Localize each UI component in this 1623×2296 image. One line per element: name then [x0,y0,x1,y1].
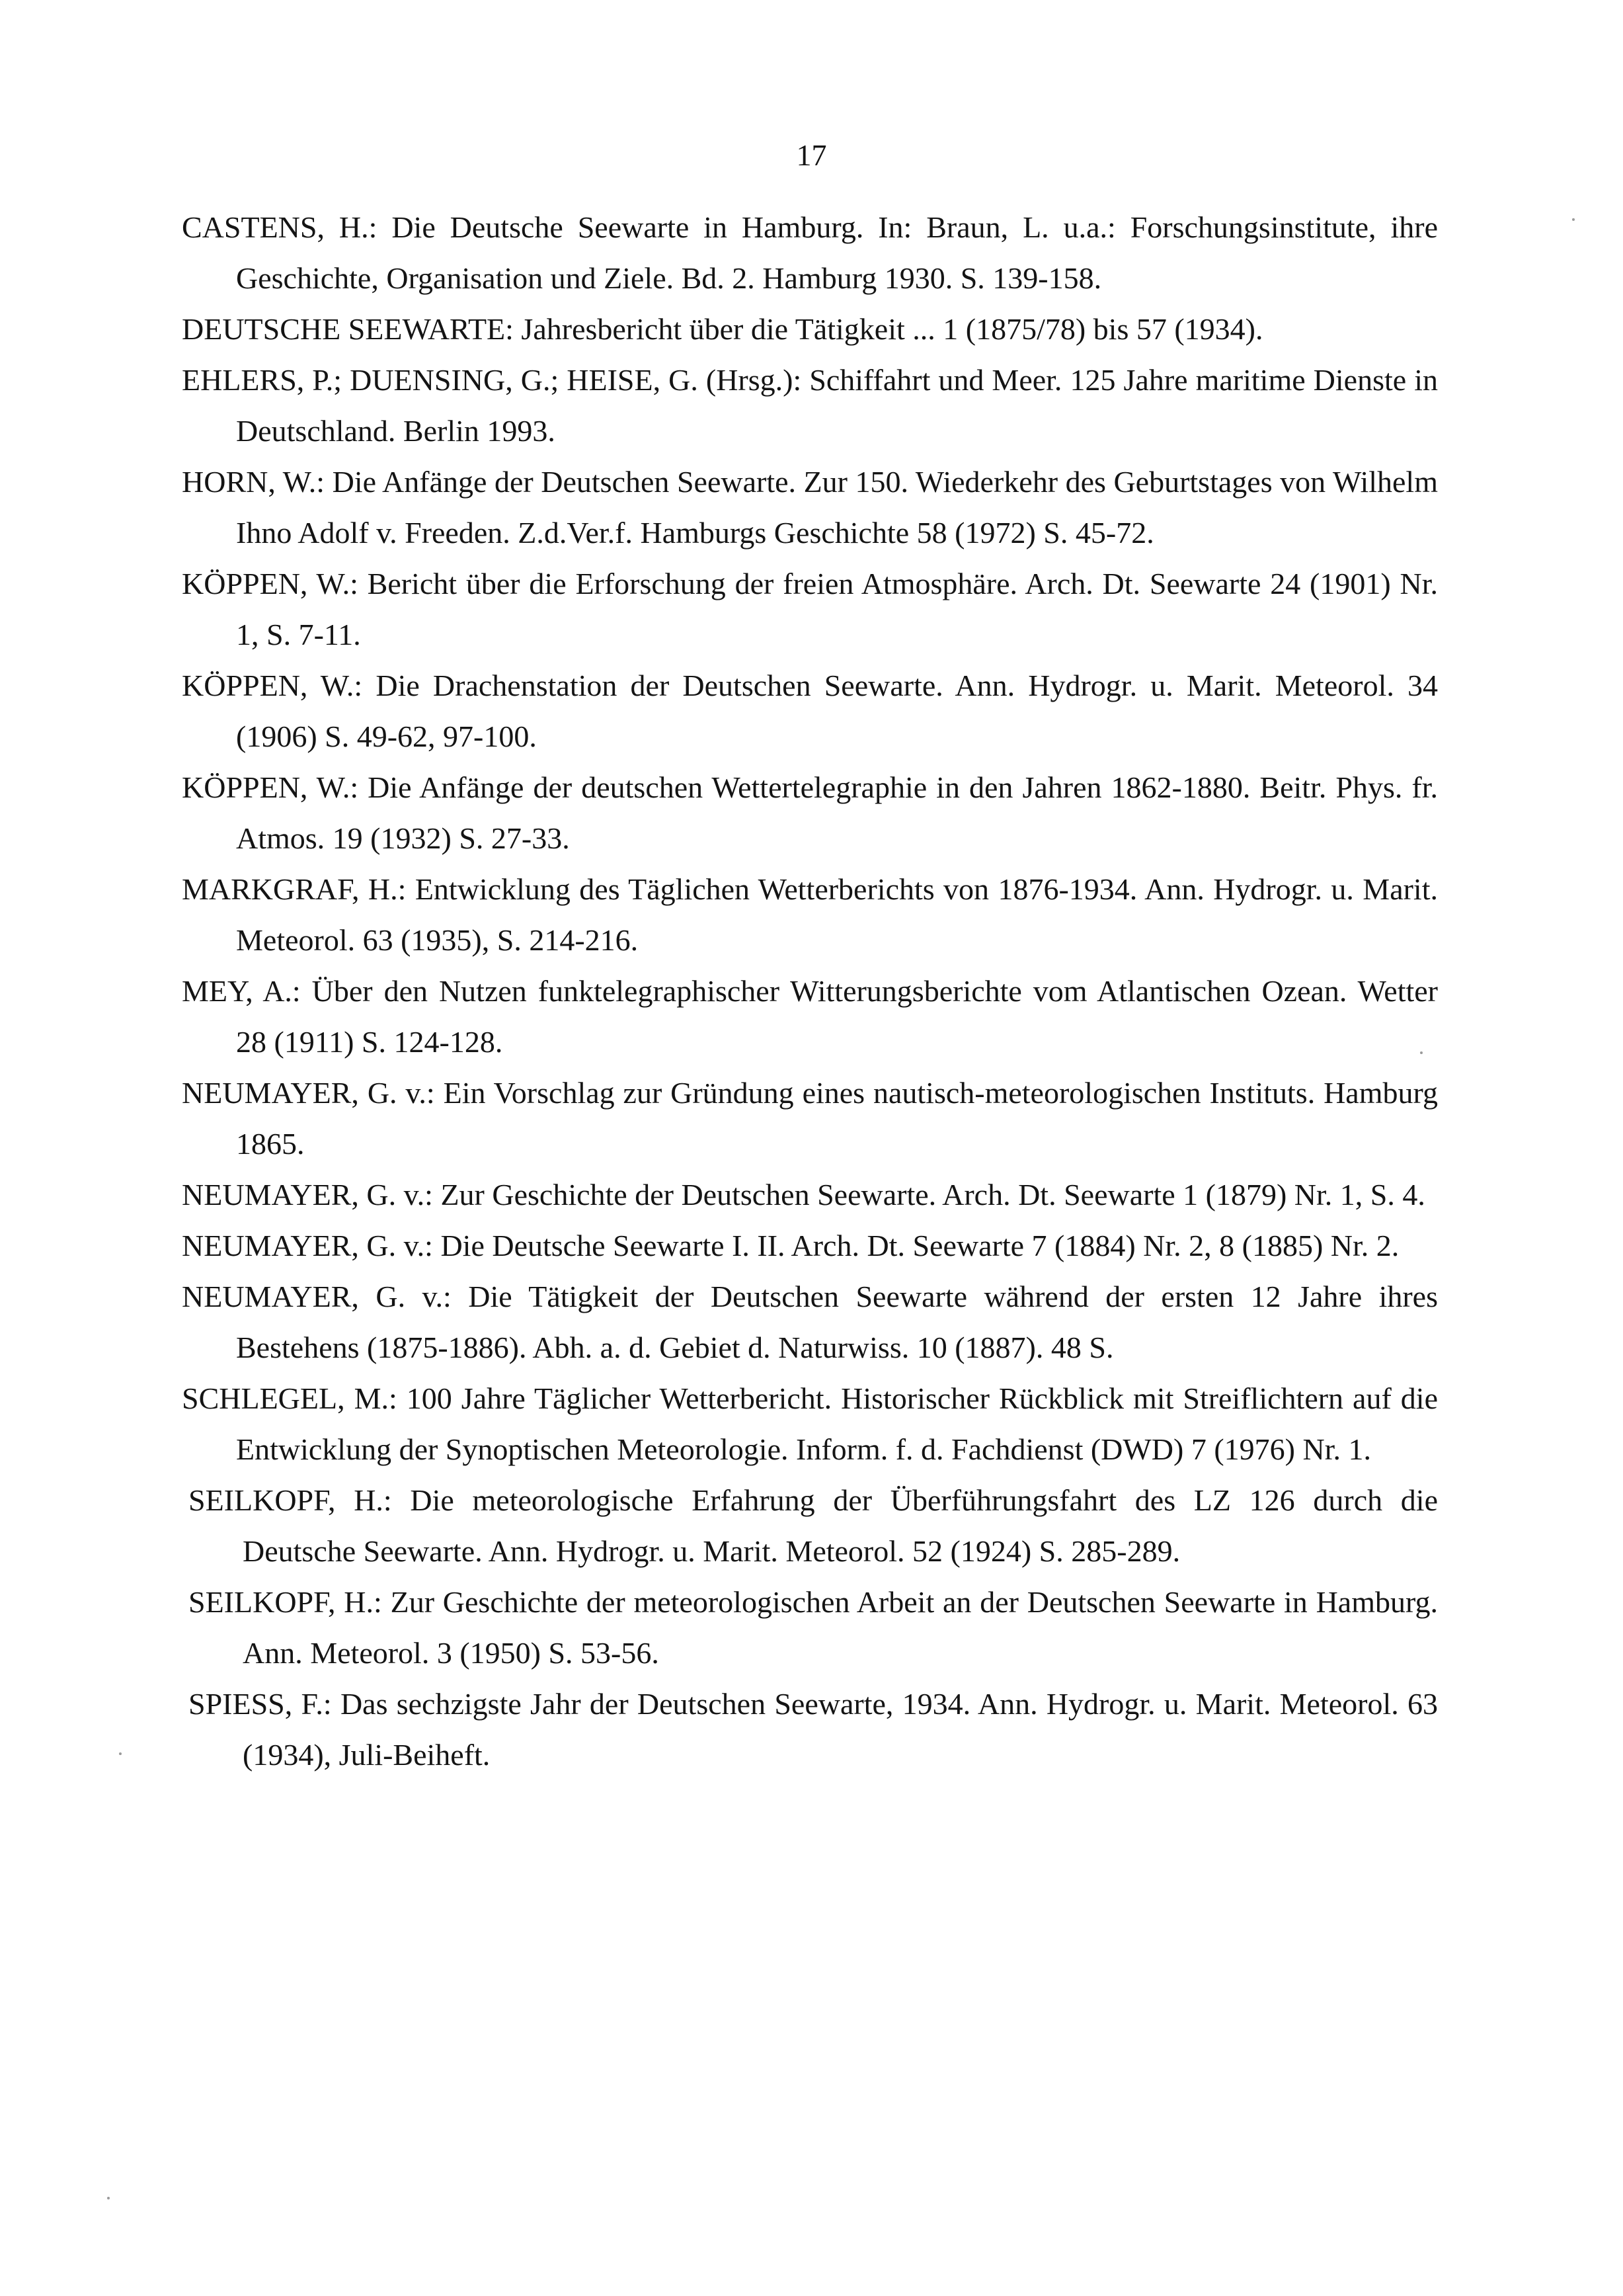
scan-speck [1420,1051,1423,1054]
reference-entry: NEUMAYER, G. v.: Zur Geschichte der Deutschen Seewarte. Arch. Dt. Seewarte 1 (1879) Nr. 1, S. 4. [182,1178,1425,1211]
reference-entry: KÖPPEN, W.: Bericht über die Erforschung der freien Atmosphäre. Arch. Dt. Seewarte 24 (1901) Nr. 1, S. 7-11. [182,567,1438,651]
reference-entry: DEUTSCHE SEEWARTE: Jahresbericht über die Tätigkeit ... 1 (1875/78) bis 57 (1934). [182,312,1263,346]
reference-entry: SEILKOPF, H.: Zur Geschichte der meteorologischen Arbeit an der Deutschen Seewarte in Hamburg. Ann. Meteorol. 3 (1950) S. 53-56. [188,1585,1438,1670]
reference-entry: KÖPPEN, W.: Die Anfänge der deutschen Wettertelegraphie in den Jahren 1862-1880. Beitr. Phys. fr. Atmos. 19 (1932) S. 27-33. [182,770,1438,855]
reference-entry: NEUMAYER, G. v.: Ein Vorschlag zur Gründung eines nautisch-meteorologischen Instituts. Hamburg 1865. [182,1076,1438,1161]
reference-entry: MEY, A.: Über den Nutzen funktelegraphischer Witterungsberichte vom Atlantischen Ozean. Wetter 28 (1911) S. 124-128. [182,974,1438,1059]
reference-entry: EHLERS, P.; DUENSING, G.; HEISE, G. (Hrsg.): Schiffahrt und Meer. 125 Jahre maritime Dienste in Deutschland. Berlin 1993. [182,363,1438,448]
reference-entry: NEUMAYER, G. v.: Die Tätigkeit der Deutschen Seewarte während der ersten 12 Jahre ihres Bestehens (1875-1886). Abh. a. d. Gebiet d. Naturwiss. 10 (1887). 48 S. [182,1280,1438,1364]
reference-entry: MARKGRAF, H.: Entwicklung des Täglichen Wetterberichts von 1876-1934. Ann. Hydrogr. u. Marit. Meteorol. 63 (1935), S. 214-216. [182,872,1438,957]
reference-entry: SCHLEGEL, M.: 100 Jahre Täglicher Wetterbericht. Historischer Rückblick mit Streiflichtern auf die Entwicklung der Synoptischen Meteorologie. Inform. f. d. Fachdienst (DWD) 7 (1976) Nr. 1. [182,1381,1438,1466]
reference-list [182,202,1438,1780]
scan-speck [119,1752,122,1755]
scan-speck [107,2197,110,2199]
reference-entry: NEUMAYER, G. v.: Die Deutsche Seewarte I. II. Arch. Dt. Seewarte 7 (1884) Nr. 2, 8 (1885) Nr. 2. [182,1229,1400,1262]
page-number: 17 [796,138,827,172]
reference-entry: KÖPPEN, W.: Die Drachenstation der Deutschen Seewarte. Ann. Hydrogr. u. Marit. Meteorol. 34 (1906) S. 49-62, 97-100. [182,669,1438,753]
reference-entry: SEILKOPF, H.: Die meteorologische Erfahrung der Überführungsfahrt des LZ 126 durch die Deutsche Seewarte. Ann. Hydrogr. u. Marit. Meteorol. 52 (1924) S. 285-289. [188,1483,1438,1568]
reference-entry: HORN, W.: Die Anfänge der Deutschen Seewarte. Zur 150. Wiederkehr des Geburtstages von Wilhelm Ihno Adolf v. Freeden. Z.d.Ver.f. Hamburgs Geschichte 58 (1972) S. 45-72. [182,465,1438,550]
reference-entry: SPIESS, F.: Das sechzigste Jahr der Deutschen Seewarte, 1934. Ann. Hydrogr. u. Marit. Meteorol. 63 (1934), Juli-Beiheft. [188,1687,1438,1772]
scan-speck [1572,218,1575,221]
reference-entry: CASTENS, H.: Die Deutsche Seewarte in Hamburg. In: Braun, L. u.a.: Forschungsinstitute, ihre Geschichte, Organisation und Ziele. Bd. 2. Hamburg 1930. S. 139-158. [182,210,1438,295]
